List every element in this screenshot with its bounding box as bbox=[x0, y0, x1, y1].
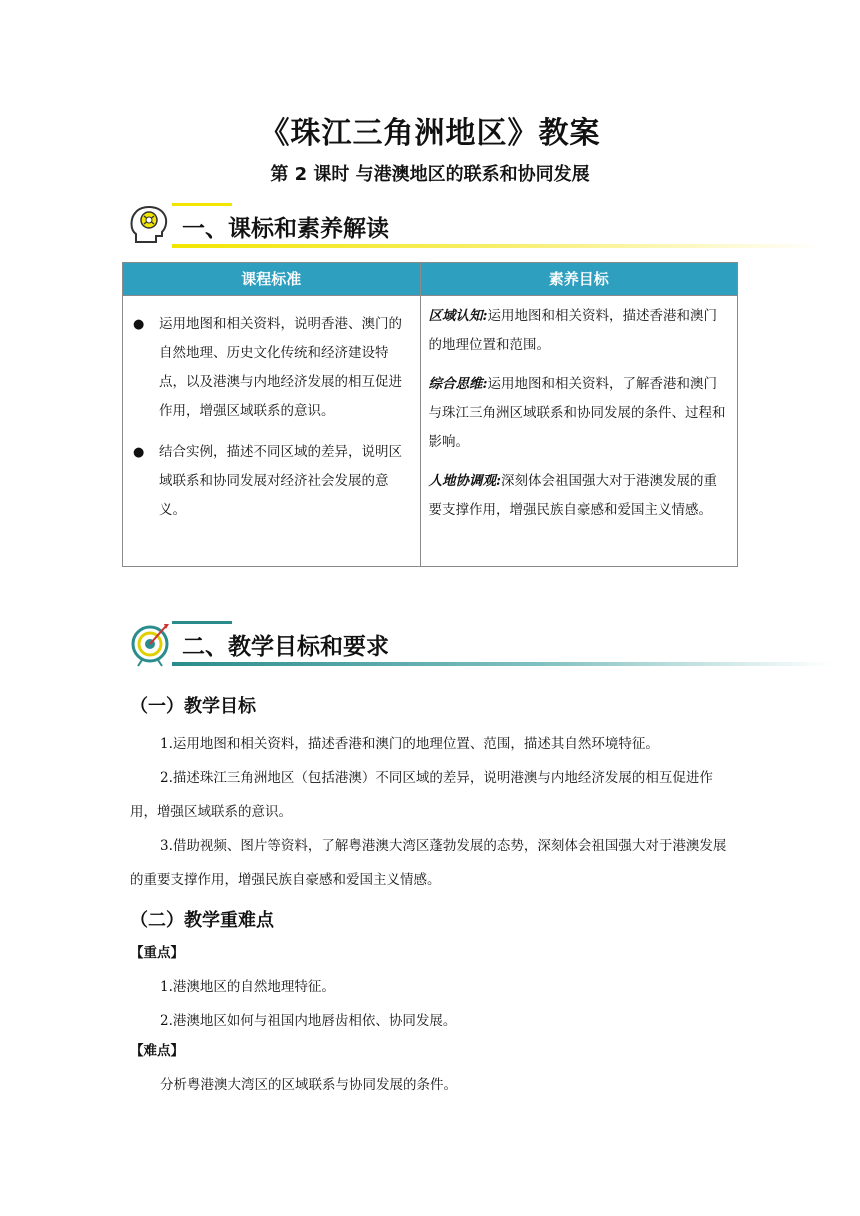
section-1-title: 一、课标和素养解读 bbox=[182, 216, 389, 242]
goal-item: 3.借助视频、图片等资料，了解粤港澳大湾区蓬勃发展的态势，深刻体会祖国强大对于港澳发展的重要支撑作用，增强民族自豪感和爱国主义情感。 bbox=[130, 838, 727, 888]
subheading-goals: （一）教学目标 bbox=[130, 696, 256, 717]
literacy-item: 区域认知:运用地图和相关资料，描述香港和澳门的地理位置和范围。 bbox=[428, 308, 718, 353]
bullet-icon: ● bbox=[133, 445, 145, 460]
standards-table bbox=[122, 262, 738, 567]
target-icon bbox=[128, 620, 172, 668]
section-2-header bbox=[128, 620, 828, 672]
list-item: ● 结合实例，描述不同区域的差异，说明区域联系和协同发展对经济社会发展的意义。 bbox=[131, 438, 412, 525]
difficulty-point: 分析粤港澳大湾区的区域联系与协同发展的条件。 bbox=[160, 1077, 457, 1093]
table-header-standard: 课程标准 bbox=[123, 263, 421, 296]
goal-item: 1.运用地图和相关资料，描述香港和澳门的地理位置、范围，描述其自然环境特征。 bbox=[160, 736, 659, 752]
key-point: 1.港澳地区的自然地理特征。 bbox=[160, 979, 335, 995]
section-1-topline bbox=[172, 203, 232, 206]
section-1-header bbox=[128, 202, 828, 254]
bullet-icon: ● bbox=[133, 317, 145, 332]
document-title: 《珠江三角洲地区》教案 bbox=[259, 116, 601, 151]
brain-idea-icon bbox=[128, 202, 172, 250]
section-1-underline bbox=[172, 244, 822, 248]
section-2-title: 二、教学目标和要求 bbox=[182, 634, 389, 660]
literacy-item: 人地协调观:深刻体会祖国强大对于港澳发展的重要支撑作用，增强民族自豪感和爱国主义情感。 bbox=[428, 473, 718, 518]
goal-item: 2.描述珠江三角洲地区（包括港澳）不同区域的差异，说明港澳与内地经济发展的相互促进作用，增强区域联系的意识。 bbox=[130, 770, 713, 820]
key-label: 【重点】 bbox=[130, 945, 184, 961]
difficulty-label: 【难点】 bbox=[130, 1043, 184, 1059]
document-subtitle: 第 2 课时 与港澳地区的联系和协同发展 bbox=[270, 164, 590, 185]
literacy-cell bbox=[420, 296, 737, 567]
key-point: 2.港澳地区如何与祖国内地唇齿相依、协同发展。 bbox=[160, 1013, 457, 1029]
list-item: ● 运用地图和相关资料，说明香港、澳门的自然地理、历史文化传统和经济建设特点，以及港澳与内地经济发展的相互促进作用，增强区域联系的意识。 bbox=[131, 310, 412, 426]
section-2-underline bbox=[172, 662, 832, 666]
table-header-literacy: 素养目标 bbox=[420, 263, 737, 296]
standard-cell bbox=[123, 296, 421, 567]
section-2-topline bbox=[172, 621, 232, 624]
subheading-key-difficulty: （二）教学重难点 bbox=[130, 910, 274, 931]
literacy-item: 综合思维:运用地图和相关资料，了解香港和澳门与珠江三角洲区域联系和协同发展的条件、过程和影响。 bbox=[428, 376, 726, 450]
